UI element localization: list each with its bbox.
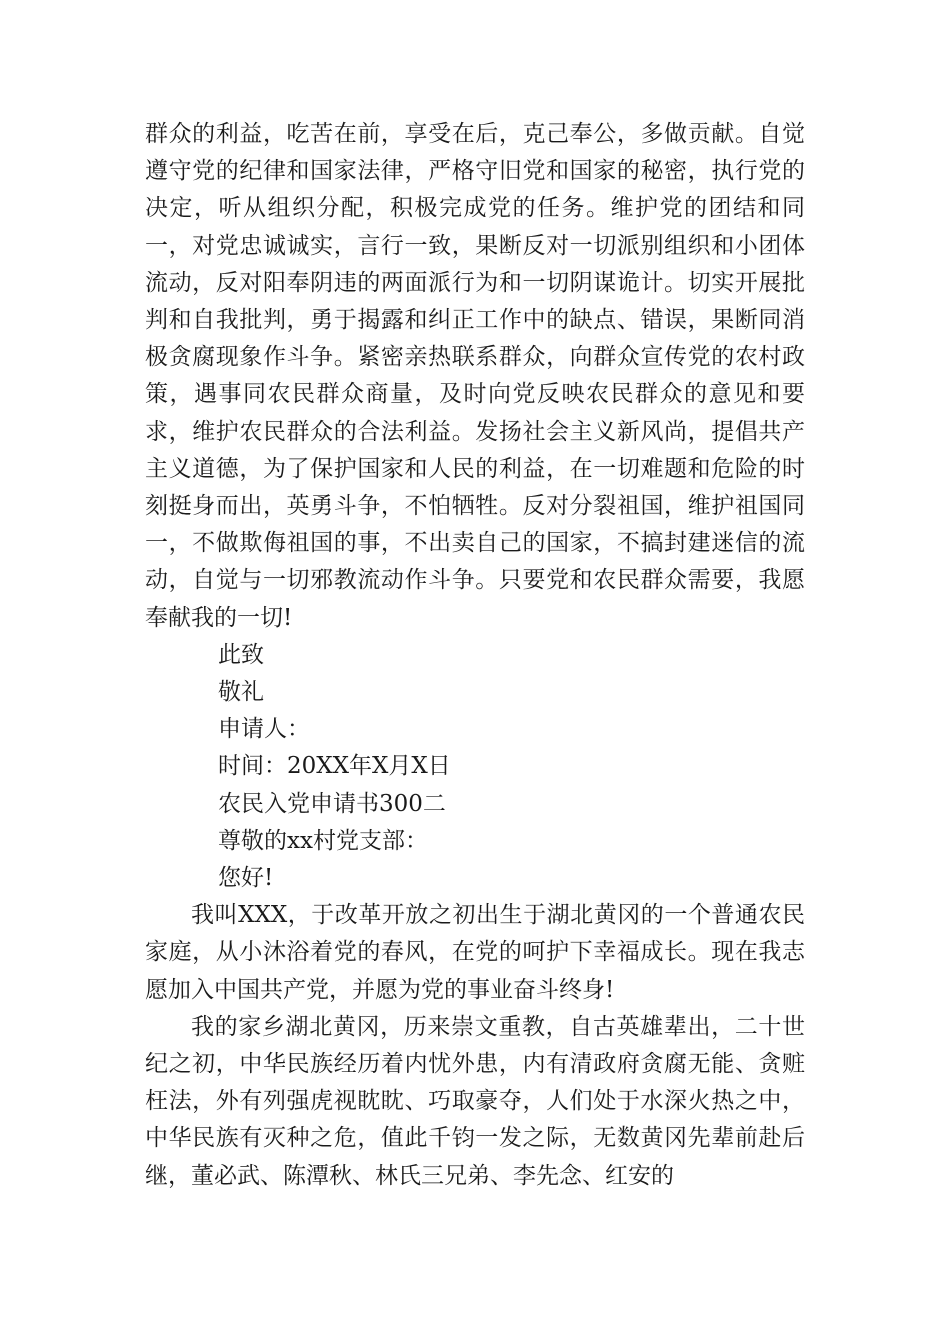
document-page [145,116,805,1195]
closing-line-1: 此致 [218,641,264,668]
section-title: 农民入党申请书300二 [218,790,446,817]
opening-paragraph: 群众的利益，吃苦在前，享受在后，克己奉公，多做贡献。自觉遵守党的纪律和国家法律，严格守旧党和国家的秘密，执行党的决定，听从组织分配，积极完成党的任务。维护党的团结和同一，对党忠诚诚实，言行一致，果断反对一切派别组织和小团体流动，反对阳奉阴违的两面派行为和一切阴谋诡计。切实开展批判和自我批判，勇于揭露和纠正工作中的缺点、错误，果断同消极贪腐现象作斗争。紧密亲热联系群众，向群众宣传党的农村政策，遇事同农民群众商量，及时向党反映农民群众的意见和要求，维护农民群众的合法利益。发扬社会主义新风尚，提倡共产主义道德，为了保护国家和人民的利益，在一切难题和危险的时刻挺身而出，英勇斗争，不怕牺牲。反对分裂祖国，维护祖国同一，不做欺侮祖国的事，不出卖自己的国家，不搞封建迷信的流动，自觉与一切邪教流动作斗争。只要党和农民群众需要，我愿奉献我的一切! [145,121,805,631]
greeting: 您好! [218,865,274,892]
date-line: 时间：20XX年X月X日 [218,753,451,780]
applicant-label: 申请人： [218,716,310,743]
intro-paragraph: 我叫XXX，于改革开放之初出生于湖北黄冈的一个普通农民家庭，从小沐浴着党的春风，在党的呵护下幸福成长。现在我志愿加入中国共产党，并愿为党的事业奋斗终身! [145,902,805,1003]
salutation: 尊敬的xx村党支部： [218,827,428,854]
hometown-paragraph: 我的家乡湖北黄冈，历来崇文重教，自古英雄辈出，二十世纪之初，中华民族经历着内忧外患，内有清政府贪腐无能、贪赃枉法，外有列强虎视眈眈、巧取豪夺，人们处于水深火热之中，中华民族有灭种之危，值此千钧一发之际，无数黄冈先辈前赴后继，董必武、陈潭秋、林氏三兄弟、李先念、红安的 [145,1013,805,1189]
closing-line-2: 敬礼 [218,679,264,706]
